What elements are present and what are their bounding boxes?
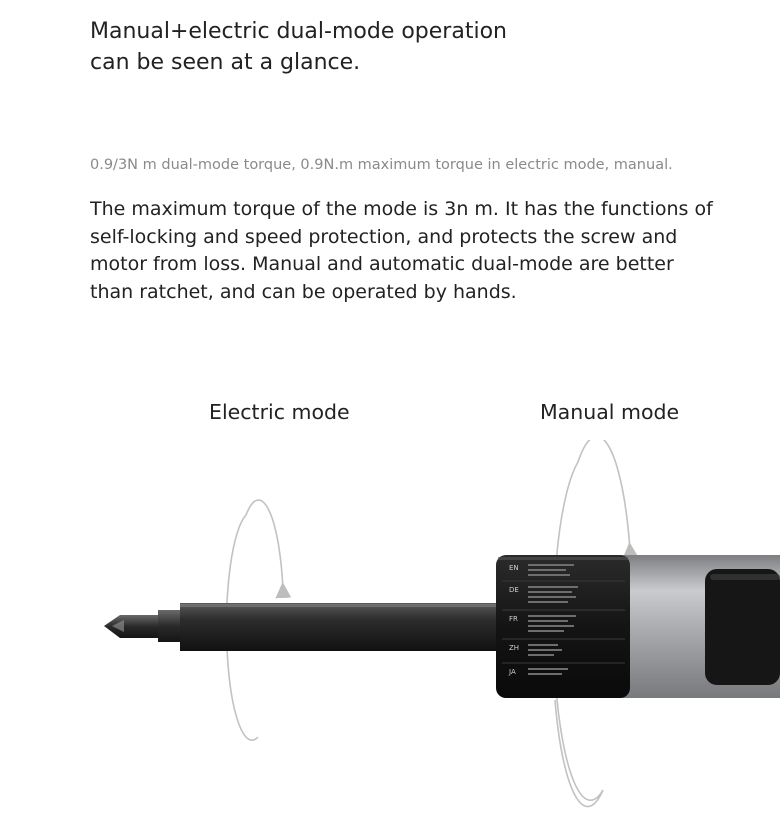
headline-line-1: Manual+electric dual-mode operation <box>90 19 507 44</box>
label-tag-fr: FR <box>509 615 518 623</box>
screwdriver-illustration <box>0 440 780 825</box>
description-line-4: than ratchet, and can be operated by hands. <box>90 280 517 303</box>
manual-mode-label: Manual mode <box>540 400 680 424</box>
description <box>90 196 750 306</box>
label-tag-en: EN <box>509 564 519 572</box>
phillips-bit-icon <box>104 610 182 642</box>
label-tag-de: DE <box>509 586 519 594</box>
shaft <box>180 603 500 651</box>
headline-line-2: can be seen at a glance. <box>90 50 361 75</box>
description-line-1: The maximum torque of the mode is 3n m. It has the functions of <box>90 198 713 220</box>
description-line-2: self-locking and speed protection, and protects the screw and <box>90 225 678 248</box>
torque-subline: 0.9/3N m dual-mode torque, 0.9N.m maximum torque in electric mode, manual. <box>90 157 673 173</box>
mode-switch-button <box>705 569 780 685</box>
headline <box>90 16 650 78</box>
label-tag-zh: ZH <box>509 644 520 652</box>
description-line-3: motor from loss. Manual and automatic dual-mode are better <box>90 253 674 275</box>
label-tag-ja: JA <box>509 668 516 676</box>
electric-mode-label: Electric mode <box>209 400 350 424</box>
